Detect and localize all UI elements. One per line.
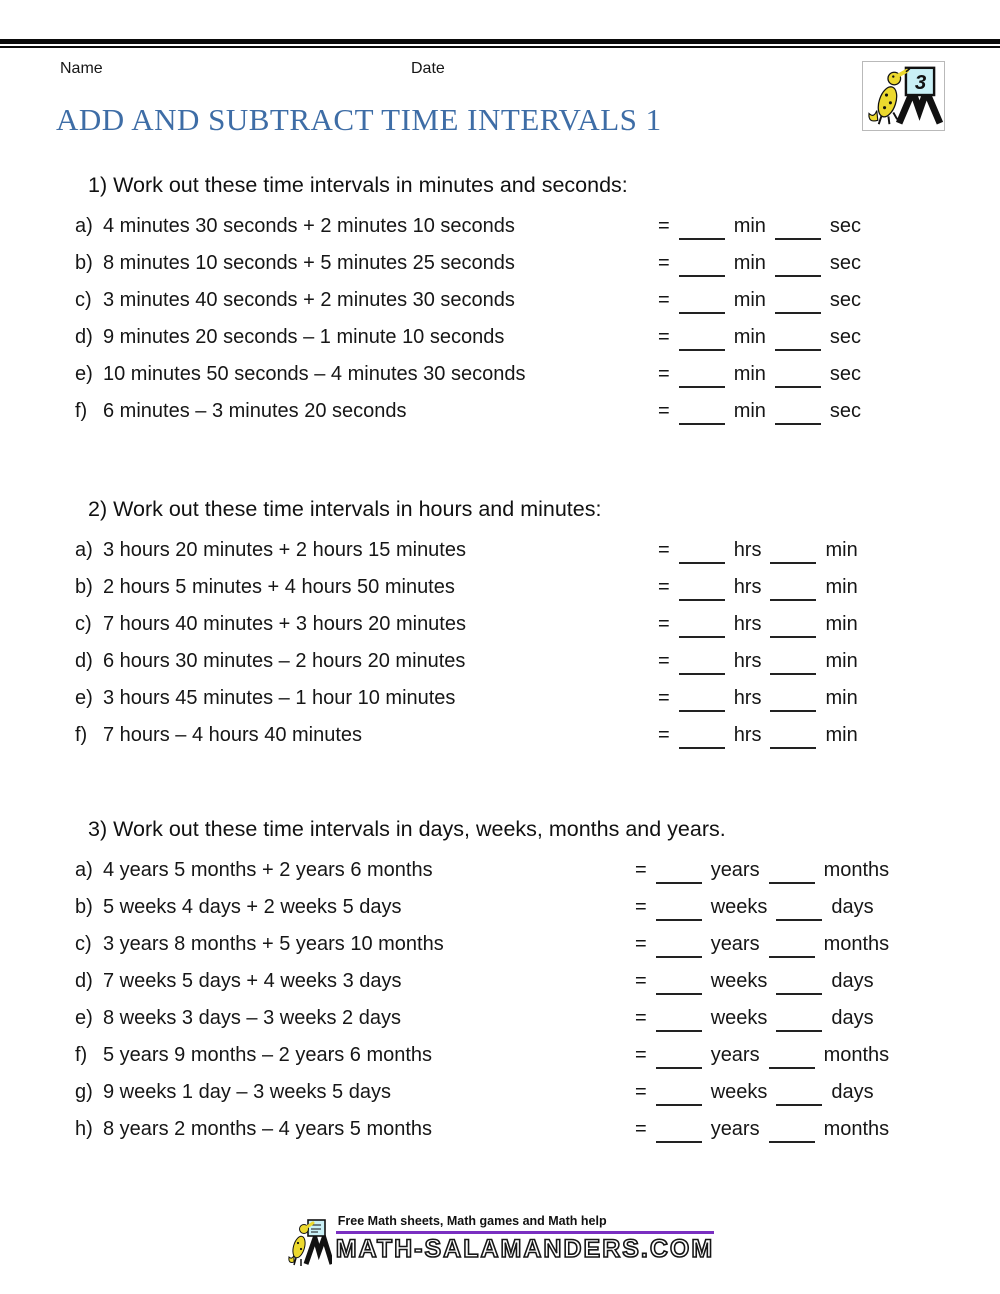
question-row: [0, 852, 1000, 889]
answer-unit-second: sec: [829, 289, 862, 311]
question-letter: b): [75, 252, 93, 274]
equals-sign: =: [635, 970, 647, 992]
question-letter: b): [75, 896, 93, 918]
answer-blank-first[interactable]: [656, 868, 702, 884]
name-label: Name: [60, 60, 103, 77]
date-label: Date: [411, 60, 445, 77]
question-text: 7 weeks 5 days + 4 weeks 3 days: [103, 970, 402, 992]
answer-blank-second[interactable]: [775, 298, 821, 314]
question-letter: a): [75, 215, 93, 237]
question-letter: d): [75, 326, 93, 348]
top-divider: [0, 39, 1000, 48]
answer-unit-first: hrs: [733, 539, 762, 561]
answer-blank-second[interactable]: [775, 261, 821, 277]
equals-sign: =: [658, 539, 670, 561]
answer-blank-second[interactable]: [776, 1016, 822, 1032]
answer-area: [658, 613, 867, 636]
section-days-weeks-months-years: [0, 814, 1000, 1148]
question-row: [0, 606, 1000, 643]
answer-unit-first: min: [733, 215, 766, 237]
question-letter: e): [75, 687, 93, 709]
answer-blank-second[interactable]: [769, 1127, 815, 1143]
worksheet-body: [0, 170, 1000, 1148]
question-letter: b): [75, 576, 93, 598]
question-row: [0, 717, 1000, 754]
answer-area: [658, 252, 870, 275]
question-letter: e): [75, 1007, 93, 1029]
question-row: [0, 1000, 1000, 1037]
answer-blank-second[interactable]: [770, 585, 816, 601]
answer-unit-first: years: [710, 1118, 760, 1140]
answer-unit-second: days: [831, 970, 874, 992]
equals-sign: =: [658, 724, 670, 746]
equals-sign: =: [658, 252, 670, 274]
equals-sign: =: [658, 326, 670, 348]
question-text: 6 hours 30 minutes – 2 hours 20 minutes: [103, 650, 466, 672]
answer-area: [658, 687, 867, 710]
answer-blank-second[interactable]: [769, 868, 815, 884]
question-row: [0, 282, 1000, 319]
question-text: 7 hours 40 minutes + 3 hours 20 minutes: [103, 613, 466, 635]
question-text: 10 minutes 50 seconds – 4 minutes 30 seconds: [103, 363, 526, 385]
answer-unit-first: min: [733, 252, 766, 274]
answer-blank-second[interactable]: [769, 1053, 815, 1069]
answer-unit-first: weeks: [710, 1081, 768, 1103]
question-letter: d): [75, 970, 93, 992]
grade-logo: [862, 61, 945, 131]
section-heading: 1) Work out these time intervals in minutes and seconds:: [88, 173, 628, 197]
question-letter: c): [75, 613, 92, 635]
answer-unit-first: weeks: [710, 896, 768, 918]
footer: [0, 1212, 1000, 1268]
answer-unit-first: hrs: [733, 724, 762, 746]
answer-unit-first: weeks: [710, 1007, 768, 1029]
answer-area: [635, 1044, 898, 1067]
answer-blank-first[interactable]: [656, 1053, 702, 1069]
footer-site-name: MATH-SALAMANDERS.COM: [335, 1235, 715, 1263]
answer-blank-first[interactable]: [656, 942, 702, 958]
equals-sign: =: [658, 289, 670, 311]
answer-area: [658, 289, 870, 312]
question-text: 9 minutes 20 seconds – 1 minute 10 seconds: [103, 326, 505, 348]
equals-sign: =: [658, 400, 670, 422]
answer-blank-first[interactable]: [656, 1127, 702, 1143]
question-text: 9 weeks 1 day – 3 weeks 5 days: [103, 1081, 391, 1103]
question-letter: h): [75, 1118, 93, 1140]
page-title: ADD AND SUBTRACT TIME INTERVALS 1: [56, 102, 662, 137]
answer-area: [635, 859, 898, 882]
answer-unit-second: min: [825, 687, 858, 709]
answer-unit-second: min: [825, 539, 858, 561]
answer-blank-first[interactable]: [679, 372, 725, 388]
answer-blank-second[interactable]: [775, 224, 821, 240]
answer-blank-first[interactable]: [679, 696, 725, 712]
answer-area: [658, 400, 870, 423]
answer-blank-first[interactable]: [679, 659, 725, 675]
question-row: [0, 680, 1000, 717]
footer-salamander-icon: [286, 1216, 332, 1268]
answer-area: [635, 896, 883, 919]
answer-unit-second: months: [823, 933, 890, 955]
question-row: [0, 643, 1000, 680]
answer-unit-first: weeks: [710, 970, 768, 992]
question-row: [0, 356, 1000, 393]
answer-area: [635, 970, 883, 993]
answer-unit-second: months: [823, 1118, 890, 1140]
answer-area: [658, 539, 867, 562]
answer-area: [658, 363, 870, 386]
answer-area: [658, 724, 867, 747]
answer-blank-first[interactable]: [679, 261, 725, 277]
answer-area: [635, 1007, 883, 1030]
answer-unit-first: hrs: [733, 650, 762, 672]
answer-blank-second[interactable]: [770, 733, 816, 749]
question-row: [0, 245, 1000, 282]
question-text: 8 years 2 months – 4 years 5 months: [103, 1118, 433, 1140]
question-text: 8 minutes 10 seconds + 5 minutes 25 seconds: [103, 252, 515, 274]
equals-sign: =: [658, 576, 670, 598]
answer-unit-second: months: [823, 1044, 890, 1066]
equals-sign: =: [635, 933, 647, 955]
answer-blank-first[interactable]: [679, 298, 725, 314]
answer-blank-first[interactable]: [679, 585, 725, 601]
answer-unit-second: sec: [829, 215, 862, 237]
question-letter: e): [75, 363, 93, 385]
answer-unit-second: sec: [829, 326, 862, 348]
answer-unit-first: hrs: [733, 687, 762, 709]
question-text: 3 hours 20 minutes + 2 hours 15 minutes: [103, 539, 466, 561]
answer-unit-second: sec: [829, 363, 862, 385]
equals-sign: =: [635, 1118, 647, 1140]
section-hours-minutes: [0, 494, 1000, 754]
answer-unit-first: years: [710, 859, 760, 881]
answer-unit-second: days: [831, 896, 874, 918]
equals-sign: =: [658, 687, 670, 709]
answer-blank-second[interactable]: [770, 696, 816, 712]
answer-unit-first: years: [710, 933, 760, 955]
answer-blank-first[interactable]: [656, 1016, 702, 1032]
answer-blank-first[interactable]: [656, 1090, 702, 1106]
answer-unit-second: sec: [829, 252, 862, 274]
question-text: 2 hours 5 minutes + 4 hours 50 minutes: [103, 576, 455, 598]
question-text: 3 hours 45 minutes – 1 hour 10 minutes: [103, 687, 456, 709]
question-text: 3 years 8 months + 5 years 10 months: [103, 933, 444, 955]
answer-area: [658, 650, 867, 673]
answer-area: [658, 576, 867, 599]
answer-blank-second[interactable]: [770, 548, 816, 564]
question-letter: f): [75, 1044, 88, 1066]
question-letter: d): [75, 650, 93, 672]
footer-tagline: Free Math sheets, Math games and Math help: [337, 1214, 607, 1228]
answer-unit-second: sec: [829, 400, 862, 422]
equals-sign: =: [635, 1044, 647, 1066]
answer-unit-first: min: [733, 289, 766, 311]
answer-blank-second[interactable]: [770, 622, 816, 638]
equals-sign: =: [635, 1081, 647, 1103]
section-heading: 2) Work out these time intervals in hours and minutes:: [88, 497, 602, 521]
question-letter: c): [75, 933, 92, 955]
question-text: 8 weeks 3 days – 3 weeks 2 days: [103, 1007, 401, 1029]
answer-blank-first[interactable]: [656, 905, 702, 921]
question-row: [0, 393, 1000, 430]
answer-unit-second: days: [831, 1007, 874, 1029]
answer-unit-second: min: [825, 576, 858, 598]
svg-text:3: 3: [914, 72, 927, 95]
question-text: 6 minutes – 3 minutes 20 seconds: [103, 400, 407, 422]
question-row: [0, 1074, 1000, 1111]
answer-blank-first[interactable]: [679, 409, 725, 425]
answer-unit-first: years: [710, 1044, 760, 1066]
answer-blank-first[interactable]: [679, 548, 725, 564]
section-minutes-seconds: [0, 170, 1000, 430]
grade-3-badge: [906, 68, 934, 95]
question-row: [0, 208, 1000, 245]
question-letter: a): [75, 539, 93, 561]
answer-unit-first: min: [733, 363, 766, 385]
answer-unit-second: min: [825, 613, 858, 635]
question-row: [0, 1111, 1000, 1148]
answer-area: [635, 1081, 883, 1104]
question-text: 4 years 5 months + 2 years 6 months: [103, 859, 433, 881]
question-row: [0, 1037, 1000, 1074]
question-letter: g): [75, 1081, 93, 1103]
answer-blank-first[interactable]: [679, 224, 725, 240]
equals-sign: =: [658, 215, 670, 237]
answer-unit-first: hrs: [733, 613, 762, 635]
answer-blank-second[interactable]: [775, 335, 821, 351]
answer-blank-first[interactable]: [656, 979, 702, 995]
math-salamanders-grade-icon: [863, 62, 944, 130]
question-letter: a): [75, 859, 93, 881]
section-heading: 3) Work out these time intervals in days, weeks, months and years.: [88, 817, 726, 841]
answer-unit-first: min: [733, 326, 766, 348]
equals-sign: =: [658, 363, 670, 385]
question-text: 5 years 9 months – 2 years 6 months: [103, 1044, 433, 1066]
answer-area: [635, 933, 898, 956]
answer-blank-first[interactable]: [679, 733, 725, 749]
question-letter: f): [75, 400, 88, 422]
question-letter: f): [75, 724, 88, 746]
question-row: [0, 532, 1000, 569]
answer-unit-second: days: [831, 1081, 874, 1103]
question-text: 3 minutes 40 seconds + 2 minutes 30 seconds: [103, 289, 515, 311]
question-row: [0, 319, 1000, 356]
answer-blank-second[interactable]: [770, 659, 816, 675]
answer-unit-first: min: [733, 400, 766, 422]
answer-blank-first[interactable]: [679, 622, 725, 638]
answer-blank-first[interactable]: [679, 335, 725, 351]
answer-blank-second[interactable]: [776, 1090, 822, 1106]
answer-unit-second: months: [823, 859, 890, 881]
equals-sign: =: [635, 1007, 647, 1029]
question-row: [0, 926, 1000, 963]
question-row: [0, 963, 1000, 1000]
equals-sign: =: [658, 613, 670, 635]
answer-blank-second[interactable]: [775, 372, 821, 388]
answer-area: [658, 326, 870, 349]
answer-area: [658, 215, 870, 238]
answer-unit-first: hrs: [733, 576, 762, 598]
answer-blank-second[interactable]: [776, 979, 822, 995]
answer-area: [635, 1118, 898, 1141]
question-text: 7 hours – 4 hours 40 minutes: [103, 724, 363, 746]
equals-sign: =: [635, 896, 647, 918]
question-text: 4 minutes 30 seconds + 2 minutes 10 seconds: [103, 215, 515, 237]
equals-sign: =: [635, 859, 647, 881]
question-text: 5 weeks 4 days + 2 weeks 5 days: [103, 896, 402, 918]
equals-sign: =: [658, 650, 670, 672]
question-letter: c): [75, 289, 92, 311]
answer-blank-second[interactable]: [769, 942, 815, 958]
answer-blank-second[interactable]: [775, 409, 821, 425]
answer-unit-second: min: [825, 650, 858, 672]
question-row: [0, 569, 1000, 606]
question-row: [0, 889, 1000, 926]
answer-unit-second: min: [825, 724, 858, 746]
answer-blank-second[interactable]: [776, 905, 822, 921]
footer-divider: [336, 1231, 714, 1234]
